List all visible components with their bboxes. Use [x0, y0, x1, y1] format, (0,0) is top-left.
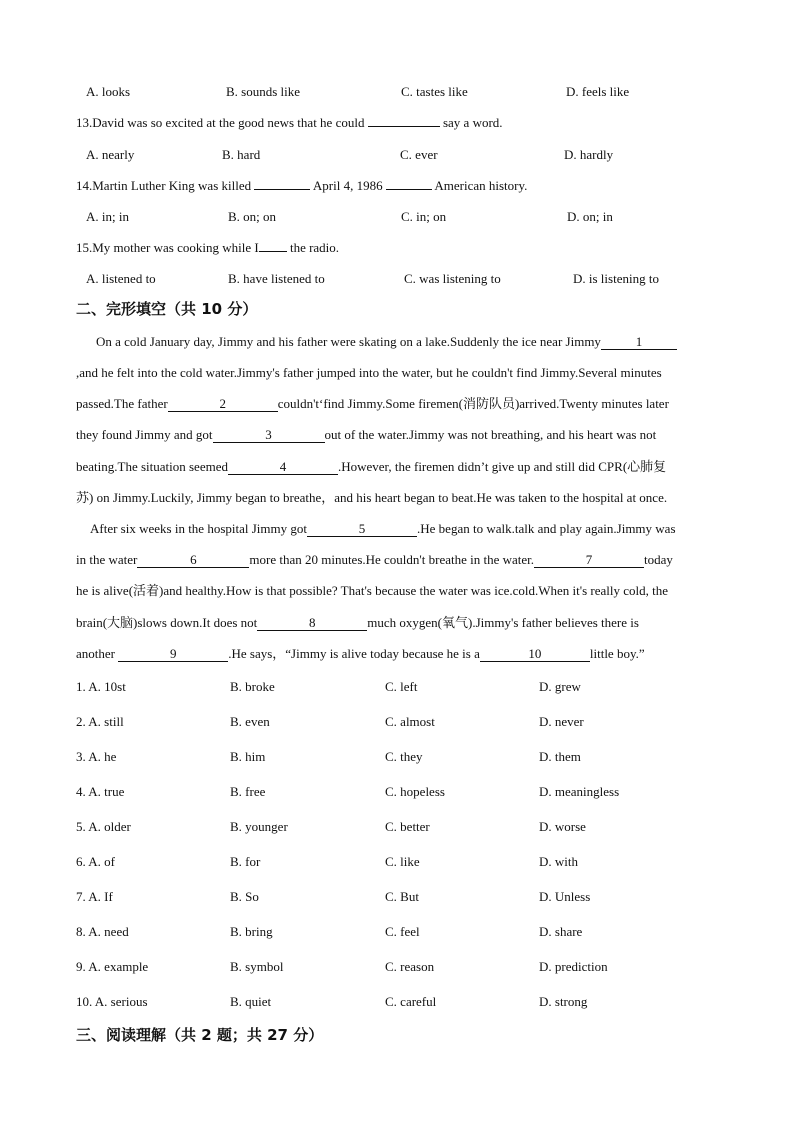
cloze-option-6-a: 6. A. of: [76, 854, 115, 869]
cloze-option-1-b: B. broke: [230, 679, 275, 694]
option-b: B. hard: [222, 147, 261, 162]
passage-line: beating.The situation seemed 4 .However, the firemen didn’t give up and still did CPR(心肺复: [76, 459, 667, 474]
section-heading: 三、阅读理解（共 2 题；共 27 分）: [76, 1026, 324, 1044]
cloze-option-4-a: 4. A. true: [76, 784, 125, 799]
cloze-option-4-b: B. free: [230, 784, 266, 799]
cloze-option-8-a: 8. A. need: [76, 924, 129, 939]
passage-line: another 9 .He says，“Jimmy is alive today because he is a 10 little boy.”: [76, 646, 645, 661]
section-heading: 二、完形填空（共 10 分）: [76, 300, 258, 318]
cloze-option-1-c: C. left: [385, 679, 418, 694]
cloze-option-10-b: B. quiet: [230, 994, 272, 1009]
option-c: C. was listening to: [404, 271, 501, 286]
cloze-option-9-c: C. reason: [385, 959, 435, 974]
passage-line: On a cold January day, Jimmy and his father were skating on a lake.Suddenly the ice near Jimmy 1: [96, 334, 677, 350]
question-13: 13.David was so excited at the good news that he could say a word.: [76, 115, 503, 130]
cloze-option-7-a: 7. A. If: [76, 889, 113, 904]
option-b: B. on; on: [228, 209, 277, 224]
option-c: C. in; on: [401, 209, 447, 224]
passage-line: brain(大脑)slows down.It does not 8 much oxygen(氧气).Jimmy's father believes there is: [76, 615, 639, 630]
cloze-option-2-a: 2. A. still: [76, 714, 124, 729]
cloze-option-10-a: 10. A. serious: [76, 994, 148, 1009]
cloze-option-7-c: C. But: [385, 889, 419, 904]
cloze-blank: 1: [601, 335, 677, 350]
cloze-option-6-c: C. like: [385, 854, 420, 869]
cloze-option-7-d: D. Unless: [539, 889, 591, 904]
cloze-option-10-c: C. careful: [385, 994, 437, 1009]
cloze-option-2-c: C. almost: [385, 714, 435, 729]
option-a: A. nearly: [86, 147, 135, 162]
answer-blank: [386, 189, 432, 190]
passage-line: 苏) on Jimmy.Luckily, Jimmy began to breathe，and his heart began to beat.He was taken to the hospital at once.: [76, 490, 668, 505]
answer-blank: [259, 251, 287, 252]
cloze-option-1-d: D. grew: [539, 679, 581, 694]
cloze-blank: 8: [257, 616, 367, 631]
option-c: C. ever: [400, 147, 438, 162]
option-b: B. have listened to: [228, 271, 325, 286]
cloze-option-6-d: D. with: [539, 854, 578, 869]
cloze-option-9-a: 9. A. example: [76, 959, 149, 974]
cloze-option-5-c: C. better: [385, 819, 430, 834]
cloze-option-10-d: D. strong: [539, 994, 588, 1009]
passage-line: After six weeks in the hospital Jimmy got 5 .He began to walk.talk and play again.Jimmy was: [90, 521, 676, 536]
cloze-option-1-a: 1. A. 10st: [76, 679, 126, 694]
cloze-option-6-b: B. for: [230, 854, 261, 869]
cloze-option-2-b: B. even: [230, 714, 270, 729]
answer-blank: [368, 126, 440, 127]
answer-blank: [254, 189, 310, 190]
cloze-option-3-d: D. them: [539, 749, 581, 764]
question-14: 14.Martin Luther King was killed April 4, 1986 American history.: [76, 178, 528, 193]
option-d: D. feels like: [566, 84, 630, 99]
cloze-blank: 4: [228, 460, 338, 475]
cloze-option-2-d: D. never: [539, 714, 584, 729]
cloze-blank: 7: [534, 553, 644, 568]
option-d: D. hardly: [564, 147, 614, 162]
cloze-option-8-d: D. share: [539, 924, 583, 939]
passage-line: ,and he felt into the cold water.Jimmy's father jumped into the water, but he couldn't find Jimmy.Several minutes: [76, 365, 662, 380]
cloze-option-3-b: B. him: [230, 749, 266, 764]
cloze-option-7-b: B. So: [230, 889, 259, 904]
cloze-option-9-b: B. symbol: [230, 959, 284, 974]
passage-line: in the water 6 more than 20 minutes.He couldn't breathe in the water. 7 today: [76, 552, 673, 567]
option-a: A. listened to: [86, 271, 156, 286]
cloze-option-9-d: D. prediction: [539, 959, 608, 974]
cloze-option-8-c: C. feel: [385, 924, 420, 939]
option-d: D. on; in: [567, 209, 613, 224]
cloze-option-4-d: D. meaningless: [539, 784, 620, 799]
option-c: C. tastes like: [401, 84, 468, 99]
cloze-option-5-b: B. younger: [230, 819, 288, 834]
passage-line: passed.The father 2 couldn't‘find Jimmy.Some firemen(消防队员)arrived.Twenty minutes later: [76, 396, 669, 411]
cloze-blank: 6: [137, 553, 249, 568]
option-b: B. sounds like: [226, 84, 301, 99]
cloze-option-5-d: D. worse: [539, 819, 586, 834]
cloze-blank: 10: [480, 647, 590, 662]
option-d: D. is listening to: [573, 271, 659, 286]
option-a: A. in; in: [86, 209, 129, 224]
question-15: 15.My mother was cooking while I the radio.: [76, 240, 340, 255]
cloze-option-4-c: C. hopeless: [385, 784, 445, 799]
cloze-blank: 3: [213, 428, 325, 443]
cloze-option-8-b: B. bring: [230, 924, 273, 939]
option-a: A. looks: [86, 84, 131, 99]
cloze-blank: 2: [168, 397, 278, 412]
cloze-option-3-a: 3. A. he: [76, 749, 117, 764]
cloze-blank: 5: [307, 522, 417, 537]
cloze-blank: 9: [118, 647, 228, 662]
cloze-option-3-c: C. they: [385, 749, 423, 764]
passage-line: they found Jimmy and got 3 out of the water.Jimmy was not breathing, and his heart was not: [76, 427, 657, 442]
cloze-option-5-a: 5. A. older: [76, 819, 131, 834]
passage-line: he is alive(活着)and healthy.How is that possible? That's because the water was ice.cold.When it's really cold, the: [76, 583, 669, 598]
